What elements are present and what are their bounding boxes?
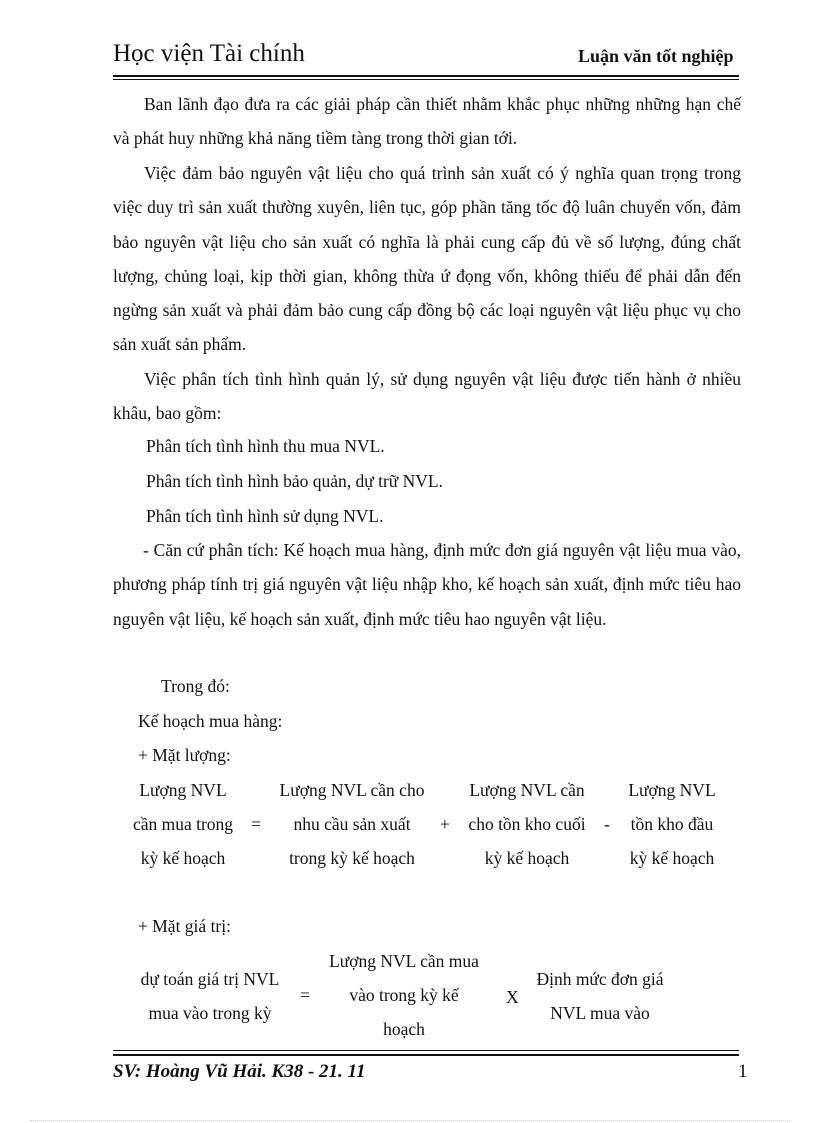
minus-sign: - bbox=[604, 814, 610, 834]
paragraph-4: - Căn cứ phân tích: Kế hoạch mua hàng, định mức đơn giá nguyên vật liệu mua vào, phương pháp tính trị giá nguyên vật liệu nhập kho, kế hoạch sản xuất, định mức tiêu hao nguyên vật liệu, kế hoạch sản xuất, định mức tiêu hao nguyên vật liệu. bbox=[113, 540, 741, 629]
formula1-term-line: tồn kho đầu bbox=[630, 814, 714, 834]
formula2-term-quantity bbox=[318, 944, 490, 1046]
formula2-term-line: Định mức đơn giá bbox=[536, 969, 664, 989]
formula2-term-line: Lượng NVL cần mua bbox=[329, 951, 479, 971]
formula2-term-line: dự toán giá trị NVL bbox=[140, 969, 280, 989]
formula1-term-line: nhu cầu sản xuất bbox=[293, 814, 411, 834]
equals-sign: = bbox=[300, 985, 310, 1005]
plus-sign: + bbox=[440, 814, 450, 834]
list-item: Phân tích tình hình thu mua NVL. bbox=[146, 436, 385, 456]
header-document-type: Luận văn tốt nghiệp bbox=[578, 46, 734, 66]
mat-luong-heading: + Mặt lượng: bbox=[138, 745, 231, 765]
formula1-term-line: kỳ kế hoạch bbox=[629, 848, 715, 868]
header-rule bbox=[113, 75, 739, 77]
paragraph-3: Việc phân tích tình hình quản lý, sử dụng nguyên vật liệu được tiến hành ở nhiều khâu, bao gồm: bbox=[113, 369, 741, 424]
formula2-term-line: hoạch bbox=[383, 1019, 425, 1039]
page-number: 1 bbox=[738, 1061, 748, 1082]
footer-rule bbox=[113, 1054, 739, 1056]
formula1-term-demand bbox=[264, 773, 440, 875]
formula1-term-line: Lượng NVL cần bbox=[469, 780, 585, 800]
formula2-term-value bbox=[120, 962, 300, 1030]
multiply-sign: X bbox=[506, 987, 519, 1007]
formula1-term-beginning-stock bbox=[614, 773, 730, 875]
formula1-term-line: Lượng NVL cần cho bbox=[279, 780, 425, 800]
list-item: Phân tích tình hình bảo quản, dự trữ NVL. bbox=[146, 471, 443, 491]
formula1-term-line: Lượng NVL bbox=[628, 780, 716, 800]
footer-rule-thin bbox=[113, 1050, 739, 1051]
list-item: Phân tích tình hình sử dụng NVL. bbox=[146, 506, 384, 526]
formula1-term-ending-stock bbox=[458, 773, 596, 875]
formula1-term-line: Lượng NVL bbox=[139, 780, 227, 800]
header-rule-thin bbox=[113, 79, 739, 80]
paragraph-2: Việc đảm bảo nguyên vật liệu cho quá trình sản xuất có ý nghĩa quan trọng trong việc duy trì sản xuất thường xuyên, liên tục, góp phần tăng tốc độ luân chuyển vốn, đảm bảo nguyên vật liệu cho sản xuất có nghĩa là phải cung cấp đủ về số lượng, đúng chất lượng, chủng loại, kịp thời gian, không thừa ứ đọng vốn, không thiếu để phải dẫn đến ngừng sản xuất và phải đảm bảo cung cấp đồng bộ các loại nguyên vật liệu phục vụ cho sản xuất sản phẩm. bbox=[113, 163, 741, 355]
formula1-term-line: cần mua trong bbox=[132, 814, 234, 834]
formula2-term-line: NVL mua vào bbox=[550, 1003, 650, 1023]
formula2-term-unit-price bbox=[525, 962, 675, 1030]
formula1-term-line: kỳ kế hoạch bbox=[140, 848, 226, 868]
formula1-term-line: trong kỳ kế hoạch bbox=[289, 848, 415, 868]
mat-gia-tri-heading: + Mặt giá trị: bbox=[138, 916, 231, 936]
formula1-term-line: cho tồn kho cuối bbox=[468, 814, 586, 834]
equals-sign: = bbox=[251, 814, 261, 834]
paragraph-1: Ban lãnh đạo đưa ra các giải pháp cần thiết nhằm khắc phục những những hạn chế và phát huy những khả năng tiềm tàng trong thời gian tới. bbox=[113, 94, 741, 149]
header-institution: Học viện Tài chính bbox=[113, 40, 305, 67]
trong-do-label: Trong đó: bbox=[161, 676, 230, 696]
formula1-term-purchase bbox=[110, 773, 256, 875]
formula1-term-line: kỳ kế hoạch bbox=[484, 848, 570, 868]
formula2-term-line: vào trong kỳ kế bbox=[349, 985, 459, 1005]
page-bottom-divider bbox=[30, 1120, 790, 1121]
ke-hoach-heading: Kế hoạch mua hàng: bbox=[138, 711, 283, 731]
formula2-term-line: mua vào trong kỳ bbox=[148, 1003, 272, 1023]
footer-student: SV: Hoàng Vũ Hải. K38 - 21. 11 bbox=[113, 1061, 366, 1082]
